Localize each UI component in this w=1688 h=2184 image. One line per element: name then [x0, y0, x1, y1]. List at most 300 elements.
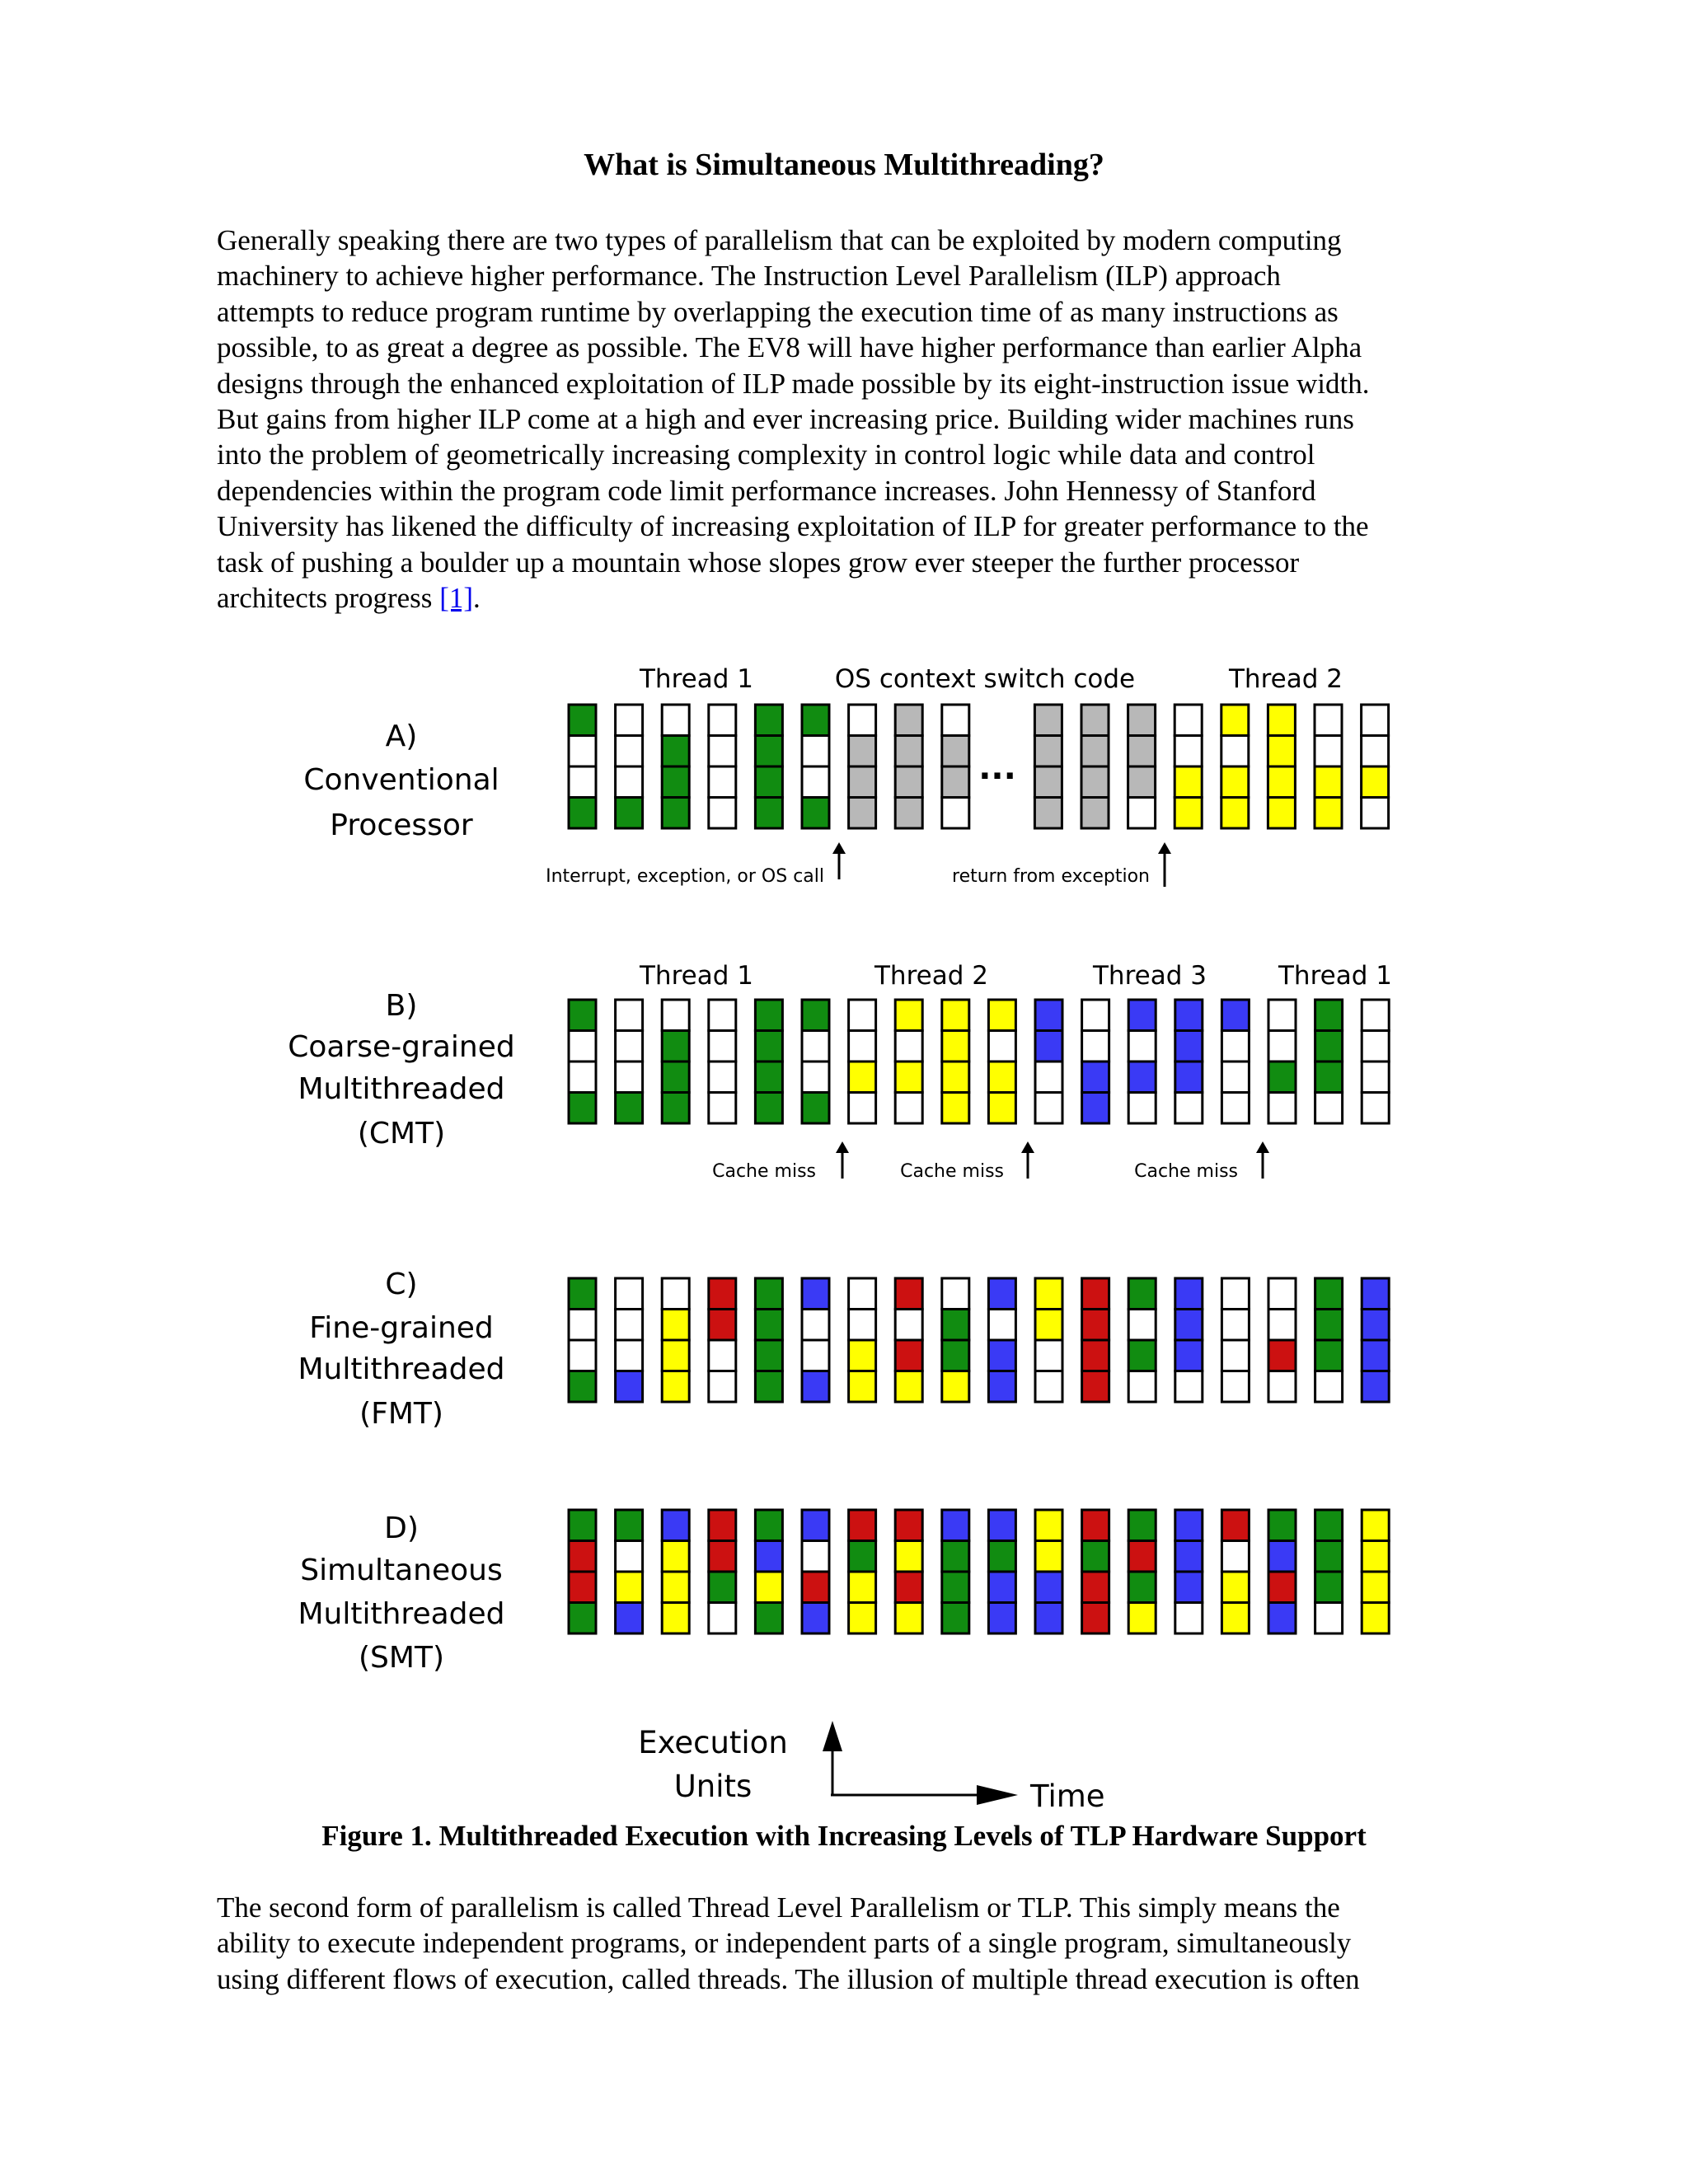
execution-slot	[709, 705, 736, 736]
execution-slot	[755, 736, 782, 767]
execution-slot	[942, 1000, 969, 1031]
execution-slot	[1128, 1310, 1156, 1341]
execution-slot	[988, 1000, 1015, 1031]
execution-slot	[1362, 736, 1389, 767]
execution-slot	[569, 1310, 596, 1341]
return-arrow-head	[1158, 842, 1171, 854]
execution-slot	[1035, 1371, 1062, 1403]
paragraph-line: possible, to as great a degree as possible. The EV8 will have higher performance than earlier Alpha	[217, 331, 1362, 364]
execution-slot	[849, 1093, 876, 1124]
execution-slot	[569, 1572, 596, 1603]
panel-label-line: Fine-grained	[309, 1311, 494, 1345]
execution-slot	[1175, 1278, 1203, 1310]
execution-slot	[802, 1572, 829, 1603]
execution-slot	[616, 1093, 643, 1124]
execution-slot	[1221, 1510, 1249, 1541]
execution-slot	[1221, 1278, 1249, 1310]
execution-slot	[895, 1062, 922, 1093]
execution-slot	[988, 1603, 1015, 1634]
execution-slot	[942, 705, 969, 736]
execution-slot	[849, 1031, 876, 1062]
execution-slot	[569, 705, 596, 736]
execution-slot	[1082, 1278, 1109, 1310]
execution-slot	[1315, 1093, 1343, 1124]
y-axis-label: Units	[673, 1769, 753, 1804]
execution-slot	[1268, 1541, 1296, 1572]
execution-slot	[1081, 705, 1109, 736]
execution-slot	[1315, 1541, 1343, 1572]
y-axis-arrowhead	[823, 1721, 842, 1751]
execution-slot	[755, 1572, 782, 1603]
execution-slot	[569, 798, 596, 829]
x-axis-arrowhead	[977, 1785, 1018, 1805]
execution-slot	[849, 1572, 876, 1603]
execution-slot	[755, 798, 782, 829]
execution-slot	[709, 798, 736, 829]
execution-slot	[802, 1093, 829, 1124]
execution-slot	[1034, 766, 1062, 798]
execution-slot	[802, 1541, 829, 1572]
execution-slot	[1221, 1371, 1249, 1403]
execution-slot	[1128, 1371, 1156, 1403]
execution-slot	[1128, 736, 1156, 767]
execution-slot	[1175, 1093, 1203, 1124]
execution-slot	[1128, 1278, 1156, 1310]
execution-slot	[1175, 1062, 1203, 1093]
execution-slot	[1035, 1572, 1062, 1603]
execution-slot	[942, 1062, 969, 1093]
execution-slot	[1362, 1371, 1389, 1403]
execution-slot	[942, 736, 969, 767]
execution-slot	[1081, 798, 1109, 829]
execution-slot	[895, 1278, 922, 1310]
panel-label-line: (FMT)	[359, 1397, 443, 1431]
execution-slot	[802, 1510, 829, 1541]
execution-slot	[616, 1541, 643, 1572]
execution-slot	[1268, 1371, 1296, 1403]
execution-slot	[1315, 736, 1342, 767]
reference-link[interactable]: [1]	[439, 582, 473, 615]
execution-slot	[709, 1062, 736, 1093]
execution-slot	[895, 1603, 922, 1634]
execution-slot	[942, 766, 969, 798]
ellipsis: ...	[978, 749, 1016, 787]
thread-3-header: Thread 3	[1093, 961, 1207, 991]
os-context-switch-header: OS context switch code	[834, 664, 1136, 694]
execution-slot	[1221, 1031, 1249, 1062]
execution-slot	[1128, 798, 1156, 829]
execution-slot	[662, 1310, 689, 1341]
execution-slot	[1175, 1541, 1203, 1572]
panel-label-line: Multithreaded	[298, 1352, 505, 1386]
execution-slot	[709, 766, 736, 798]
panel-label-line: Multithreaded	[298, 1597, 505, 1631]
execution-slot	[1081, 736, 1109, 767]
execution-slot	[1362, 1340, 1389, 1371]
execution-slot	[849, 766, 876, 798]
execution-slot	[849, 1310, 876, 1341]
execution-slot	[849, 1000, 876, 1031]
execution-slot	[1268, 1062, 1296, 1093]
paragraph-line: The second form of parallelism is called Thread Level Parallelism or TLP. This simply means the	[217, 1891, 1340, 1924]
execution-slot	[802, 1278, 829, 1310]
execution-slot	[662, 1093, 689, 1124]
execution-slot	[1221, 1541, 1249, 1572]
execution-slot	[709, 1340, 736, 1371]
execution-slot	[709, 1371, 736, 1403]
execution-slot	[1221, 766, 1249, 798]
execution-slot	[616, 1371, 643, 1403]
execution-slot	[988, 1541, 1015, 1572]
execution-slot	[849, 1603, 876, 1634]
execution-slot	[942, 1340, 969, 1371]
execution-slot	[1175, 1603, 1203, 1634]
execution-slot	[662, 1541, 689, 1572]
execution-slot	[988, 1031, 1015, 1062]
execution-slot	[569, 1603, 596, 1634]
execution-slot	[709, 1310, 736, 1341]
execution-slot	[895, 1340, 922, 1371]
thread-1b-header: Thread 1	[1278, 961, 1392, 991]
execution-slot	[1175, 705, 1202, 736]
execution-slot	[1035, 1340, 1062, 1371]
execution-slot	[895, 1000, 922, 1031]
execution-slot	[1082, 1062, 1109, 1093]
execution-slot	[662, 766, 689, 798]
execution-slot	[755, 1310, 782, 1341]
execution-slot	[1221, 1603, 1249, 1634]
execution-slot	[1221, 1093, 1249, 1124]
execution-slot	[942, 1510, 969, 1541]
execution-slot	[895, 1031, 922, 1062]
execution-slot	[1268, 1031, 1296, 1062]
execution-slot	[1175, 798, 1202, 829]
execution-slot	[709, 1031, 736, 1062]
tlp-paragraph	[217, 1890, 1486, 1997]
execution-slot	[569, 736, 596, 767]
execution-slot	[849, 798, 876, 829]
paragraph-line: Generally speaking there are two types of parallelism that can be exploited by modern computing	[217, 224, 1342, 256]
execution-slot	[895, 766, 922, 798]
execution-slot	[616, 1031, 643, 1062]
execution-slot	[1362, 1278, 1389, 1310]
execution-slot	[1362, 705, 1389, 736]
panel-label-line: (CMT)	[357, 1117, 446, 1151]
execution-slot	[1128, 1603, 1156, 1634]
execution-slot	[1315, 766, 1342, 798]
execution-slot	[802, 1000, 829, 1031]
execution-slot	[569, 1093, 596, 1124]
execution-slot	[1362, 1510, 1389, 1541]
execution-slot	[1082, 1031, 1109, 1062]
execution-slot	[1268, 1340, 1296, 1371]
paragraph-text: architects progress	[217, 582, 440, 615]
execution-slot	[895, 1572, 922, 1603]
execution-slot	[616, 1572, 643, 1603]
execution-slot	[1082, 1371, 1109, 1403]
execution-slot	[1362, 1310, 1389, 1341]
execution-slot	[895, 1310, 922, 1341]
execution-slot	[988, 1278, 1015, 1310]
execution-slot	[662, 798, 689, 829]
execution-slot	[942, 1371, 969, 1403]
execution-slot	[662, 1572, 689, 1603]
execution-slot	[569, 1340, 596, 1371]
execution-slot	[569, 766, 596, 798]
execution-slot	[1175, 1000, 1203, 1031]
paragraph-line: machinery to achieve higher performance. The Instruction Level Parallelism (ILP) approach	[217, 260, 1281, 293]
paragraph-line: dependencies within the program code limit performance increases. John Hennessy of Stanford	[217, 474, 1316, 507]
execution-slot	[1268, 1310, 1296, 1341]
execution-slot	[1268, 736, 1295, 767]
execution-slot	[895, 1541, 922, 1572]
execution-slot	[988, 1510, 1015, 1541]
execution-slot	[988, 1572, 1015, 1603]
execution-slot	[1362, 1093, 1389, 1124]
execution-slot	[942, 1603, 969, 1634]
execution-slot	[988, 1093, 1015, 1124]
paragraph-line: University has likened the difficulty of increasing exploitation of ILP for greater performance to the	[217, 510, 1369, 543]
execution-slot	[895, 736, 922, 767]
execution-slot	[1268, 1000, 1296, 1031]
cache-miss-arrow-head	[836, 1141, 849, 1153]
execution-slot	[569, 1541, 596, 1572]
panel-label-line: A)	[385, 719, 418, 753]
execution-slot	[755, 1603, 782, 1634]
page-title: What is Simultaneous Multithreading?	[584, 148, 1104, 182]
execution-slot	[849, 736, 876, 767]
execution-slot	[1082, 1572, 1109, 1603]
execution-slot	[1082, 1541, 1109, 1572]
panel-label-line: C)	[385, 1268, 418, 1301]
execution-slot	[755, 1510, 782, 1541]
execution-slot	[662, 1603, 689, 1634]
execution-slot	[849, 1062, 876, 1093]
execution-slot	[1128, 1062, 1156, 1093]
execution-slot	[849, 1278, 876, 1310]
execution-slot	[1221, 1000, 1249, 1031]
execution-slot	[569, 1031, 596, 1062]
execution-slot	[1082, 1340, 1109, 1371]
execution-slot	[709, 736, 736, 767]
execution-slot	[849, 705, 876, 736]
execution-slot	[1221, 1340, 1249, 1371]
thread-2-header: Thread 2	[874, 961, 988, 991]
execution-slot	[1221, 1310, 1249, 1341]
execution-slot	[1175, 766, 1202, 798]
paragraph-line: into the problem of geometrically increasing complexity in control logic while data and control	[217, 438, 1315, 471]
execution-slot	[1315, 1371, 1343, 1403]
execution-slot	[1221, 1062, 1249, 1093]
panel-label-line: B)	[385, 989, 418, 1023]
execution-slot	[569, 1000, 596, 1031]
execution-slot	[616, 1603, 643, 1634]
execution-slot	[1362, 798, 1389, 829]
execution-slot	[1315, 1572, 1343, 1603]
execution-slot	[1034, 798, 1062, 829]
execution-slot	[942, 1278, 969, 1310]
execution-slot	[755, 1031, 782, 1062]
execution-slot	[1128, 1093, 1156, 1124]
thread-1-header: Thread 1	[640, 961, 753, 991]
execution-slot	[1082, 1093, 1109, 1124]
panel-label-line: (SMT)	[359, 1641, 444, 1675]
execution-slot	[662, 1371, 689, 1403]
execution-slot	[662, 1000, 689, 1031]
paragraph-period: .	[473, 582, 481, 615]
execution-slot	[1035, 1541, 1062, 1572]
execution-slot	[755, 1278, 782, 1310]
execution-slot	[755, 1000, 782, 1031]
execution-slot	[1175, 736, 1202, 767]
execution-slot	[709, 1000, 736, 1031]
execution-slot	[1175, 1510, 1203, 1541]
execution-slot	[1082, 1000, 1109, 1031]
cache-miss-arrow-head	[1021, 1141, 1034, 1153]
execution-slot	[1362, 1031, 1389, 1062]
execution-slot	[616, 736, 643, 767]
execution-slot	[942, 1310, 969, 1341]
execution-slot	[895, 705, 922, 736]
execution-slot	[942, 1572, 969, 1603]
execution-slot	[662, 736, 689, 767]
execution-slot	[569, 1278, 596, 1310]
execution-slot	[662, 1278, 689, 1310]
execution-slot	[1268, 1572, 1296, 1603]
execution-slot	[1362, 766, 1389, 798]
execution-slot	[569, 1371, 596, 1403]
execution-slot	[895, 798, 922, 829]
execution-slot	[1035, 1062, 1062, 1093]
execution-slot	[988, 1310, 1015, 1341]
execution-slot	[942, 1031, 969, 1062]
execution-slot	[1128, 1541, 1156, 1572]
execution-slot	[1034, 705, 1062, 736]
execution-slot	[1035, 1093, 1062, 1124]
execution-slot	[1362, 1603, 1389, 1634]
execution-slot	[802, 1340, 829, 1371]
cache-miss-arrow-head	[1256, 1141, 1269, 1153]
execution-slot	[709, 1278, 736, 1310]
execution-slot	[1315, 1278, 1343, 1310]
execution-slot	[569, 1510, 596, 1541]
execution-slot	[1175, 1310, 1203, 1341]
x-axis-label: Time	[1030, 1779, 1105, 1814]
interrupt-arrow-head	[832, 842, 846, 854]
panel-label-line: D)	[384, 1511, 419, 1545]
execution-slot	[895, 1371, 922, 1403]
execution-slot	[1175, 1031, 1203, 1062]
execution-slot	[1268, 766, 1295, 798]
execution-slot	[1268, 705, 1295, 736]
interrupt-label: Interrupt, exception, or OS call	[546, 866, 824, 887]
execution-slot	[709, 1510, 736, 1541]
execution-slot	[755, 1340, 782, 1371]
execution-slot	[616, 1340, 643, 1371]
execution-slot	[802, 766, 829, 798]
cache-miss-label: Cache miss	[1134, 1161, 1238, 1182]
panel-label-line: Coarse-grained	[288, 1030, 515, 1064]
execution-slot	[849, 1371, 876, 1403]
execution-slot	[1315, 1340, 1343, 1371]
thread-1-header: Thread 1	[640, 664, 753, 694]
execution-slot	[1268, 798, 1295, 829]
panel-label-line: Multithreaded	[298, 1072, 505, 1106]
execution-slot	[1315, 1000, 1343, 1031]
execution-slot	[616, 1310, 643, 1341]
execution-slot	[709, 1541, 736, 1572]
execution-slot	[1035, 1310, 1062, 1341]
execution-slot	[1362, 1000, 1389, 1031]
execution-slot	[895, 1510, 922, 1541]
execution-slot	[1081, 766, 1109, 798]
execution-slot	[662, 1510, 689, 1541]
execution-slot	[802, 1031, 829, 1062]
execution-slot	[1128, 1572, 1156, 1603]
execution-slot	[802, 1310, 829, 1341]
execution-slot	[1082, 1310, 1109, 1341]
panel-label-line: Simultaneous	[300, 1554, 503, 1587]
execution-slot	[942, 798, 969, 829]
execution-slot	[1221, 798, 1249, 829]
cache-miss-label: Cache miss	[712, 1161, 816, 1182]
execution-slot	[802, 736, 829, 767]
execution-slot	[709, 1572, 736, 1603]
paragraph-line: designs through the enhanced exploitation of ILP made possible by its eight-instruction issue width.	[217, 367, 1370, 400]
execution-slot	[1035, 1603, 1062, 1634]
execution-slot	[802, 1603, 829, 1634]
execution-slot	[988, 1062, 1015, 1093]
execution-slot	[1128, 705, 1156, 736]
execution-slot	[662, 1062, 689, 1093]
execution-slot	[616, 1062, 643, 1093]
figure-caption: Figure 1. Multithreaded Execution with Increasing Levels of TLP Hardware Support	[321, 1820, 1367, 1852]
execution-slot	[662, 1340, 689, 1371]
execution-slot	[1315, 1603, 1343, 1634]
execution-slot	[709, 1603, 736, 1634]
execution-slot	[616, 798, 643, 829]
execution-slot	[755, 1371, 782, 1403]
execution-slot	[569, 1062, 596, 1093]
execution-slot	[1221, 1572, 1249, 1603]
execution-slot	[616, 766, 643, 798]
execution-slot	[1128, 1340, 1156, 1371]
cache-miss-label: Cache miss	[900, 1161, 1004, 1182]
execution-slot	[1221, 736, 1249, 767]
execution-slot	[1315, 1031, 1343, 1062]
execution-slot	[1034, 736, 1062, 767]
execution-slot	[1082, 1603, 1109, 1634]
execution-slot	[755, 766, 782, 798]
execution-slot	[1128, 766, 1156, 798]
execution-slot	[1035, 1031, 1062, 1062]
execution-slot	[755, 1541, 782, 1572]
execution-slot	[802, 705, 829, 736]
execution-slot	[616, 1278, 643, 1310]
execution-slot	[1082, 1510, 1109, 1541]
execution-slot	[942, 1541, 969, 1572]
execution-slot	[849, 1340, 876, 1371]
execution-slot	[988, 1371, 1015, 1403]
execution-slot	[1035, 1510, 1062, 1541]
return-label: return from exception	[952, 866, 1150, 887]
execution-slot	[802, 1062, 829, 1093]
execution-slot	[616, 1000, 643, 1031]
execution-slot	[1128, 1510, 1156, 1541]
paragraph-line: attempts to reduce program runtime by overlapping the execution time of as many instructions as	[217, 295, 1339, 328]
execution-slot	[1362, 1572, 1389, 1603]
thread-2-header: Thread 2	[1229, 664, 1343, 694]
